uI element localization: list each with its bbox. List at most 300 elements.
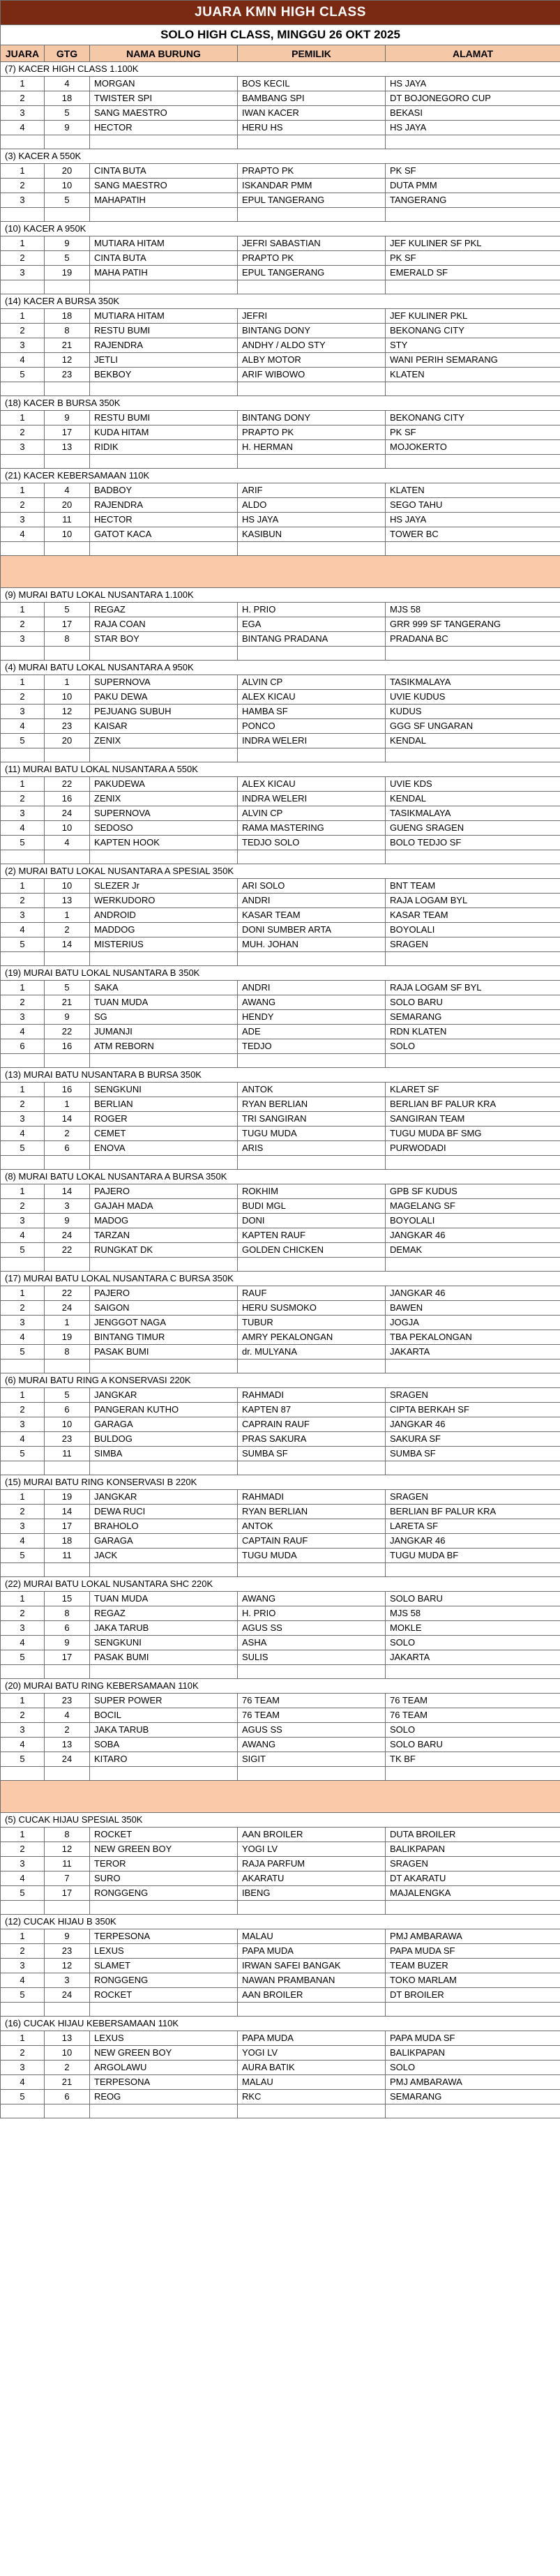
empty-cell [90, 1563, 238, 1577]
nama-burung-cell: RESTU BUMI [90, 411, 238, 425]
gtg-cell: 17 [45, 1886, 90, 1901]
alamat-cell: SRAGEN [386, 1388, 560, 1403]
empty-cell [386, 1563, 560, 1577]
table-row [1, 1417, 560, 1432]
pemilik-cell: AAN BROILER [238, 1988, 386, 2003]
class-heading: (14) KACER A BURSA 350K [1, 294, 560, 309]
juara-cell: 3 [1, 1112, 45, 1127]
nama-burung-cell: PASAK BUMI [90, 1345, 238, 1359]
nama-burung-cell: SENGKUNI [90, 1083, 238, 1097]
gtg-cell: 9 [45, 1929, 90, 1944]
gtg-cell: 14 [45, 1505, 90, 1519]
nama-burung-cell: RONGGENG [90, 1886, 238, 1901]
page-title: JUARA KMN HIGH CLASS [1, 1, 560, 25]
empty-cell [1, 2003, 45, 2017]
class-heading-row [1, 1813, 560, 1828]
table-row [1, 164, 560, 179]
empty-cell [386, 1767, 560, 1781]
empty-cell [238, 455, 386, 469]
class-heading-row [1, 864, 560, 879]
table-row [1, 440, 560, 455]
juara-cell: 5 [1, 1988, 45, 2003]
juara-cell: 3 [1, 1214, 45, 1228]
empty-cell [1, 2104, 45, 2118]
empty-cell [238, 952, 386, 966]
gtg-cell: 8 [45, 1606, 90, 1621]
spacer-row [1, 2003, 560, 2017]
table-row [1, 2090, 560, 2104]
gtg-cell: 18 [45, 91, 90, 106]
alamat-cell: KLATEN [386, 483, 560, 498]
empty-cell [1, 280, 45, 294]
pemilik-cell: AMRY PEKALONGAN [238, 1330, 386, 1345]
empty-cell [45, 1156, 90, 1170]
alamat-cell: JANGKAR 46 [386, 1228, 560, 1243]
pemilik-cell: DONI SUMBER ARTA [238, 923, 386, 937]
juara-cell: 2 [1, 995, 45, 1010]
gtg-cell: 6 [45, 1141, 90, 1156]
empty-cell [90, 455, 238, 469]
pemilik-cell: SULIS [238, 1650, 386, 1665]
nama-burung-cell: SOBA [90, 1738, 238, 1752]
pemilik-cell: ARI SOLO [238, 879, 386, 894]
empty-cell [45, 455, 90, 469]
juara-cell: 2 [1, 1097, 45, 1112]
juara-cell: 1 [1, 1929, 45, 1944]
table-row [1, 1345, 560, 1359]
juara-cell: 5 [1, 368, 45, 382]
juara-cell: 4 [1, 1973, 45, 1988]
table-row [1, 1694, 560, 1708]
pemilik-cell: RAMA MASTERING [238, 821, 386, 836]
nama-burung-cell: CINTA BUTA [90, 164, 238, 179]
pemilik-cell: ROKHIM [238, 1184, 386, 1199]
nama-burung-cell: JUMANJI [90, 1025, 238, 1039]
alamat-cell: GGG SF UNGARAN [386, 719, 560, 734]
gtg-cell: 2 [45, 923, 90, 937]
class-heading-row [1, 149, 560, 164]
alamat-cell: DT BROILER [386, 1988, 560, 2003]
pemilik-cell: PRAS SAKURA [238, 1432, 386, 1447]
table-row [1, 1025, 560, 1039]
table-row [1, 368, 560, 382]
alamat-cell: MOKLE [386, 1621, 560, 1636]
table-row [1, 1929, 560, 1944]
gtg-cell: 23 [45, 1694, 90, 1708]
gtg-cell: 1 [45, 1316, 90, 1330]
nama-burung-cell: RUNGKAT DK [90, 1243, 238, 1258]
juara-cell: 1 [1, 1184, 45, 1199]
table-row [1, 483, 560, 498]
nama-burung-cell: TERPESONA [90, 1929, 238, 1944]
gtg-cell: 23 [45, 719, 90, 734]
gtg-cell: 1 [45, 1097, 90, 1112]
class-heading: (18) KACER B BURSA 350K [1, 396, 560, 411]
nama-burung-cell: CEMET [90, 1127, 238, 1141]
nama-burung-cell: LEXUS [90, 1944, 238, 1959]
nama-burung-cell: ZENIX [90, 734, 238, 748]
empty-cell [1, 135, 45, 149]
pemilik-cell: AWANG [238, 1738, 386, 1752]
spacer-row [1, 280, 560, 294]
juara-cell: 4 [1, 527, 45, 542]
juara-cell: 2 [1, 1403, 45, 1417]
pemilik-cell: ALEX KICAU [238, 777, 386, 792]
table-row [1, 266, 560, 280]
nama-burung-cell: SAIGON [90, 1301, 238, 1316]
spacer-row [1, 2104, 560, 2118]
nama-burung-cell: PAKUDEWA [90, 777, 238, 792]
gtg-cell: 9 [45, 411, 90, 425]
pemilik-cell: ALBY MOTOR [238, 353, 386, 368]
gtg-cell: 6 [45, 1403, 90, 1417]
gtg-cell: 13 [45, 894, 90, 908]
nama-burung-cell: SANG MAESTRO [90, 106, 238, 121]
empty-cell [90, 208, 238, 222]
empty-cell [1, 1767, 45, 1781]
gtg-cell: 8 [45, 632, 90, 647]
table-row [1, 806, 560, 821]
table-row [1, 425, 560, 440]
empty-cell [238, 135, 386, 149]
gtg-cell: 2 [45, 1723, 90, 1738]
empty-cell [238, 1461, 386, 1475]
table-row [1, 1447, 560, 1461]
pemilik-cell: RAHMADI [238, 1490, 386, 1505]
spacer-row [1, 1665, 560, 1679]
gtg-cell: 8 [45, 1828, 90, 1842]
nama-burung-cell: STAR BOY [90, 632, 238, 647]
table-row [1, 836, 560, 850]
juara-cell: 3 [1, 806, 45, 821]
juara-cell: 2 [1, 1842, 45, 1857]
empty-cell [45, 1258, 90, 1272]
empty-cell [238, 1156, 386, 1170]
pemilik-cell: IBENG [238, 1886, 386, 1901]
alamat-cell: MOJOKERTO [386, 440, 560, 455]
gtg-cell: 9 [45, 1214, 90, 1228]
alamat-cell: PURWODADI [386, 1141, 560, 1156]
nama-burung-cell: BADBOY [90, 483, 238, 498]
pemilik-cell: GOLDEN CHICKEN [238, 1243, 386, 1258]
gtg-cell: 22 [45, 1286, 90, 1301]
empty-cell [90, 135, 238, 149]
juara-cell: 2 [1, 2046, 45, 2061]
gtg-cell: 13 [45, 440, 90, 455]
juara-cell: 1 [1, 981, 45, 995]
table-row [1, 77, 560, 91]
pemilik-cell: HAMBA SF [238, 705, 386, 719]
table-row [1, 821, 560, 836]
class-heading-row [1, 1577, 560, 1592]
nama-burung-cell: SUPERNOVA [90, 675, 238, 690]
nama-burung-cell: SG [90, 1010, 238, 1025]
class-heading-row [1, 588, 560, 603]
nama-burung-cell: GAJAH MADA [90, 1199, 238, 1214]
gtg-cell: 16 [45, 1083, 90, 1097]
alamat-cell: BALIKPAPAN [386, 2046, 560, 2061]
nama-burung-cell: ROCKET [90, 1988, 238, 2003]
gtg-cell: 15 [45, 1592, 90, 1606]
juara-cell: 1 [1, 603, 45, 617]
alamat-cell: HS JAYA [386, 121, 560, 135]
empty-cell [386, 1156, 560, 1170]
juara-cell: 1 [1, 777, 45, 792]
empty-cell [1, 647, 45, 661]
alamat-cell: PAPA MUDA SF [386, 1944, 560, 1959]
nama-burung-cell: ANDROID [90, 908, 238, 923]
class-heading-row [1, 762, 560, 777]
alamat-cell: LARETA SF [386, 1519, 560, 1534]
table-row [1, 1505, 560, 1519]
gtg-cell: 19 [45, 266, 90, 280]
nama-burung-cell: PAJERO [90, 1184, 238, 1199]
nama-burung-cell: MUTIARA HITAM [90, 309, 238, 324]
pemilik-cell: TEDJO SOLO [238, 836, 386, 850]
spacer-row [1, 1767, 560, 1781]
juara-cell: 5 [1, 1243, 45, 1258]
juara-cell: 2 [1, 617, 45, 632]
juara-cell: 2 [1, 498, 45, 513]
pemilik-cell: RYAN BERLIAN [238, 1505, 386, 1519]
alamat-cell: PMJ AMBARAWA [386, 1929, 560, 1944]
empty-cell [45, 1665, 90, 1679]
empty-cell [45, 850, 90, 864]
alamat-cell: SUMBA SF [386, 1447, 560, 1461]
spacer-row [1, 1563, 560, 1577]
nama-burung-cell: RESTU BUMI [90, 324, 238, 338]
pemilik-cell: HERU HS [238, 121, 386, 135]
gtg-cell: 9 [45, 1636, 90, 1650]
table-row [1, 1752, 560, 1767]
juara-cell: 2 [1, 894, 45, 908]
juara-cell: 2 [1, 1606, 45, 1621]
table-row [1, 106, 560, 121]
pemilik-cell: KASAR TEAM [238, 908, 386, 923]
nama-burung-cell: JANGKAR [90, 1490, 238, 1505]
table-row [1, 1199, 560, 1214]
gtg-cell: 8 [45, 1345, 90, 1359]
juara-cell: 4 [1, 1871, 45, 1886]
table-row [1, 338, 560, 353]
juara-cell: 5 [1, 1345, 45, 1359]
spacer-row [1, 748, 560, 762]
class-heading-row [1, 1475, 560, 1490]
pemilik-cell: HENDY [238, 1010, 386, 1025]
table-row [1, 121, 560, 135]
gtg-cell: 21 [45, 338, 90, 353]
gtg-cell: 9 [45, 121, 90, 135]
gtg-cell: 4 [45, 77, 90, 91]
spacer-row [1, 382, 560, 396]
alamat-cell: WANI PERIH SEMARANG [386, 353, 560, 368]
juara-cell: 2 [1, 1199, 45, 1214]
alamat-cell: MJS 58 [386, 1606, 560, 1621]
nama-burung-cell: BULDOG [90, 1432, 238, 1447]
alamat-cell: MAJALENGKA [386, 1886, 560, 1901]
nama-burung-cell: BEKBOY [90, 368, 238, 382]
table-row [1, 1388, 560, 1403]
juara-cell: 3 [1, 1857, 45, 1871]
empty-cell [1, 1461, 45, 1475]
gtg-cell: 17 [45, 425, 90, 440]
juara-cell: 3 [1, 1417, 45, 1432]
gtg-cell: 5 [45, 193, 90, 208]
alamat-cell: RAJA LOGAM BYL [386, 894, 560, 908]
alamat-cell: MJS 58 [386, 603, 560, 617]
pemilik-cell: ASHA [238, 1636, 386, 1650]
class-heading-row [1, 469, 560, 483]
empty-cell [90, 748, 238, 762]
gtg-cell: 5 [45, 603, 90, 617]
pemilik-cell: TUGU MUDA [238, 1549, 386, 1563]
column-header-row [1, 45, 560, 62]
table-row [1, 1010, 560, 1025]
juara-cell: 3 [1, 338, 45, 353]
empty-cell [386, 1054, 560, 1068]
table-row [1, 2046, 560, 2061]
gtg-cell: 11 [45, 513, 90, 527]
alamat-cell: STY [386, 338, 560, 353]
juara-cell: 1 [1, 236, 45, 251]
alamat-cell: JEF KULINER PKL [386, 309, 560, 324]
table-row [1, 1828, 560, 1842]
table-row [1, 2031, 560, 2046]
juara-cell: 4 [1, 1636, 45, 1650]
nama-burung-cell: HECTOR [90, 121, 238, 135]
pemilik-cell: BOS KECIL [238, 77, 386, 91]
table-row [1, 1708, 560, 1723]
class-heading-row [1, 966, 560, 981]
table-row [1, 1330, 560, 1345]
alamat-cell: SOLO [386, 1723, 560, 1738]
juara-cell: 5 [1, 1447, 45, 1461]
subtitle-row [1, 25, 560, 45]
alamat-cell: BERLIAN BF PALUR KRA [386, 1505, 560, 1519]
pemilik-cell: ISKANDAR PMM [238, 179, 386, 193]
class-heading-row [1, 1272, 560, 1286]
class-heading: (9) MURAI BATU LOKAL NUSANTARA 1.100K [1, 588, 560, 603]
gtg-cell: 21 [45, 995, 90, 1010]
pemilik-cell: CAPRAIN RAUF [238, 1417, 386, 1432]
juara-cell: 3 [1, 1959, 45, 1973]
empty-cell [45, 382, 90, 396]
nama-burung-cell: REGAZ [90, 603, 238, 617]
alamat-cell: UVIE KUDUS [386, 690, 560, 705]
alamat-cell: SOLO BARU [386, 1592, 560, 1606]
gtg-cell: 9 [45, 236, 90, 251]
empty-cell [90, 1359, 238, 1373]
class-heading: (15) MURAI BATU RING KONSERVASI B 220K [1, 1475, 560, 1490]
pemilik-cell: ALVIN CP [238, 806, 386, 821]
alamat-cell: TEAM BUZER [386, 1959, 560, 1973]
juara-cell: 4 [1, 1330, 45, 1345]
empty-cell [45, 2104, 90, 2118]
alamat-cell: SANGIRAN TEAM [386, 1112, 560, 1127]
nama-burung-cell: PAJERO [90, 1286, 238, 1301]
pemilik-cell: AKARATU [238, 1871, 386, 1886]
empty-cell [238, 1359, 386, 1373]
pemilik-cell: TRI SANGIRAN [238, 1112, 386, 1127]
nama-burung-cell: JAKA TARUB [90, 1621, 238, 1636]
nama-burung-cell: GARAGA [90, 1417, 238, 1432]
gtg-cell: 22 [45, 1243, 90, 1258]
pemilik-cell: AWANG [238, 1592, 386, 1606]
table-row [1, 1214, 560, 1228]
alamat-cell: HS JAYA [386, 513, 560, 527]
alamat-cell: TK BF [386, 1752, 560, 1767]
table-row [1, 309, 560, 324]
gtg-cell: 12 [45, 1959, 90, 1973]
juara-cell: 5 [1, 2090, 45, 2104]
juara-cell: 4 [1, 821, 45, 836]
pemilik-cell: MUH. JOHAN [238, 937, 386, 952]
nama-burung-cell: RAJA COAN [90, 617, 238, 632]
juara-cell: 2 [1, 1505, 45, 1519]
pemilik-cell: H. PRIO [238, 603, 386, 617]
alamat-cell: JEF KULINER SF PKL [386, 236, 560, 251]
gtg-cell: 12 [45, 353, 90, 368]
class-heading: (11) MURAI BATU LOKAL NUSANTARA A 550K [1, 762, 560, 777]
nama-burung-cell: ATM REBORN [90, 1039, 238, 1054]
alamat-cell: SOLO BARU [386, 995, 560, 1010]
empty-cell [238, 542, 386, 556]
alamat-cell: TUGU MUDA BF SMG [386, 1127, 560, 1141]
alamat-cell: JANGKAR 46 [386, 1286, 560, 1301]
separator-band [1, 1781, 560, 1813]
gtg-cell: 5 [45, 1388, 90, 1403]
alamat-cell: TASIKMALAYA [386, 675, 560, 690]
empty-cell [90, 850, 238, 864]
nama-burung-cell: JANGKAR [90, 1388, 238, 1403]
juara-cell: 1 [1, 1388, 45, 1403]
alamat-cell: EMERALD SF [386, 266, 560, 280]
table-row [1, 1973, 560, 1988]
pemilik-cell: ALVIN CP [238, 675, 386, 690]
nama-burung-cell: DEWA RUCI [90, 1505, 238, 1519]
class-heading: (21) KACER KEBERSAMAAN 110K [1, 469, 560, 483]
alamat-cell: TASIKMALAYA [386, 806, 560, 821]
results-body [1, 62, 560, 2118]
table-row [1, 1944, 560, 1959]
juara-cell: 5 [1, 1752, 45, 1767]
juara-cell: 1 [1, 411, 45, 425]
table-row [1, 1112, 560, 1127]
pemilik-cell: AGUS SS [238, 1723, 386, 1738]
alamat-cell: TBA PEKALONGAN [386, 1330, 560, 1345]
empty-cell [1, 1054, 45, 1068]
alamat-cell: SOLO BARU [386, 1738, 560, 1752]
empty-cell [238, 382, 386, 396]
table-row [1, 632, 560, 647]
gtg-cell: 4 [45, 483, 90, 498]
gtg-cell: 17 [45, 1650, 90, 1665]
nama-burung-cell: CINTA BUTA [90, 251, 238, 266]
table-row [1, 792, 560, 806]
nama-burung-cell: SIMBA [90, 1447, 238, 1461]
alamat-cell: KENDAL [386, 734, 560, 748]
juara-cell: 3 [1, 266, 45, 280]
juara-cell: 5 [1, 1141, 45, 1156]
nama-burung-cell: SURO [90, 1871, 238, 1886]
juara-cell: 3 [1, 908, 45, 923]
empty-cell [238, 1563, 386, 1577]
empty-cell [45, 208, 90, 222]
empty-cell [45, 1563, 90, 1577]
table-row [1, 719, 560, 734]
pemilik-cell: dr. MULYANA [238, 1345, 386, 1359]
gtg-cell: 18 [45, 309, 90, 324]
